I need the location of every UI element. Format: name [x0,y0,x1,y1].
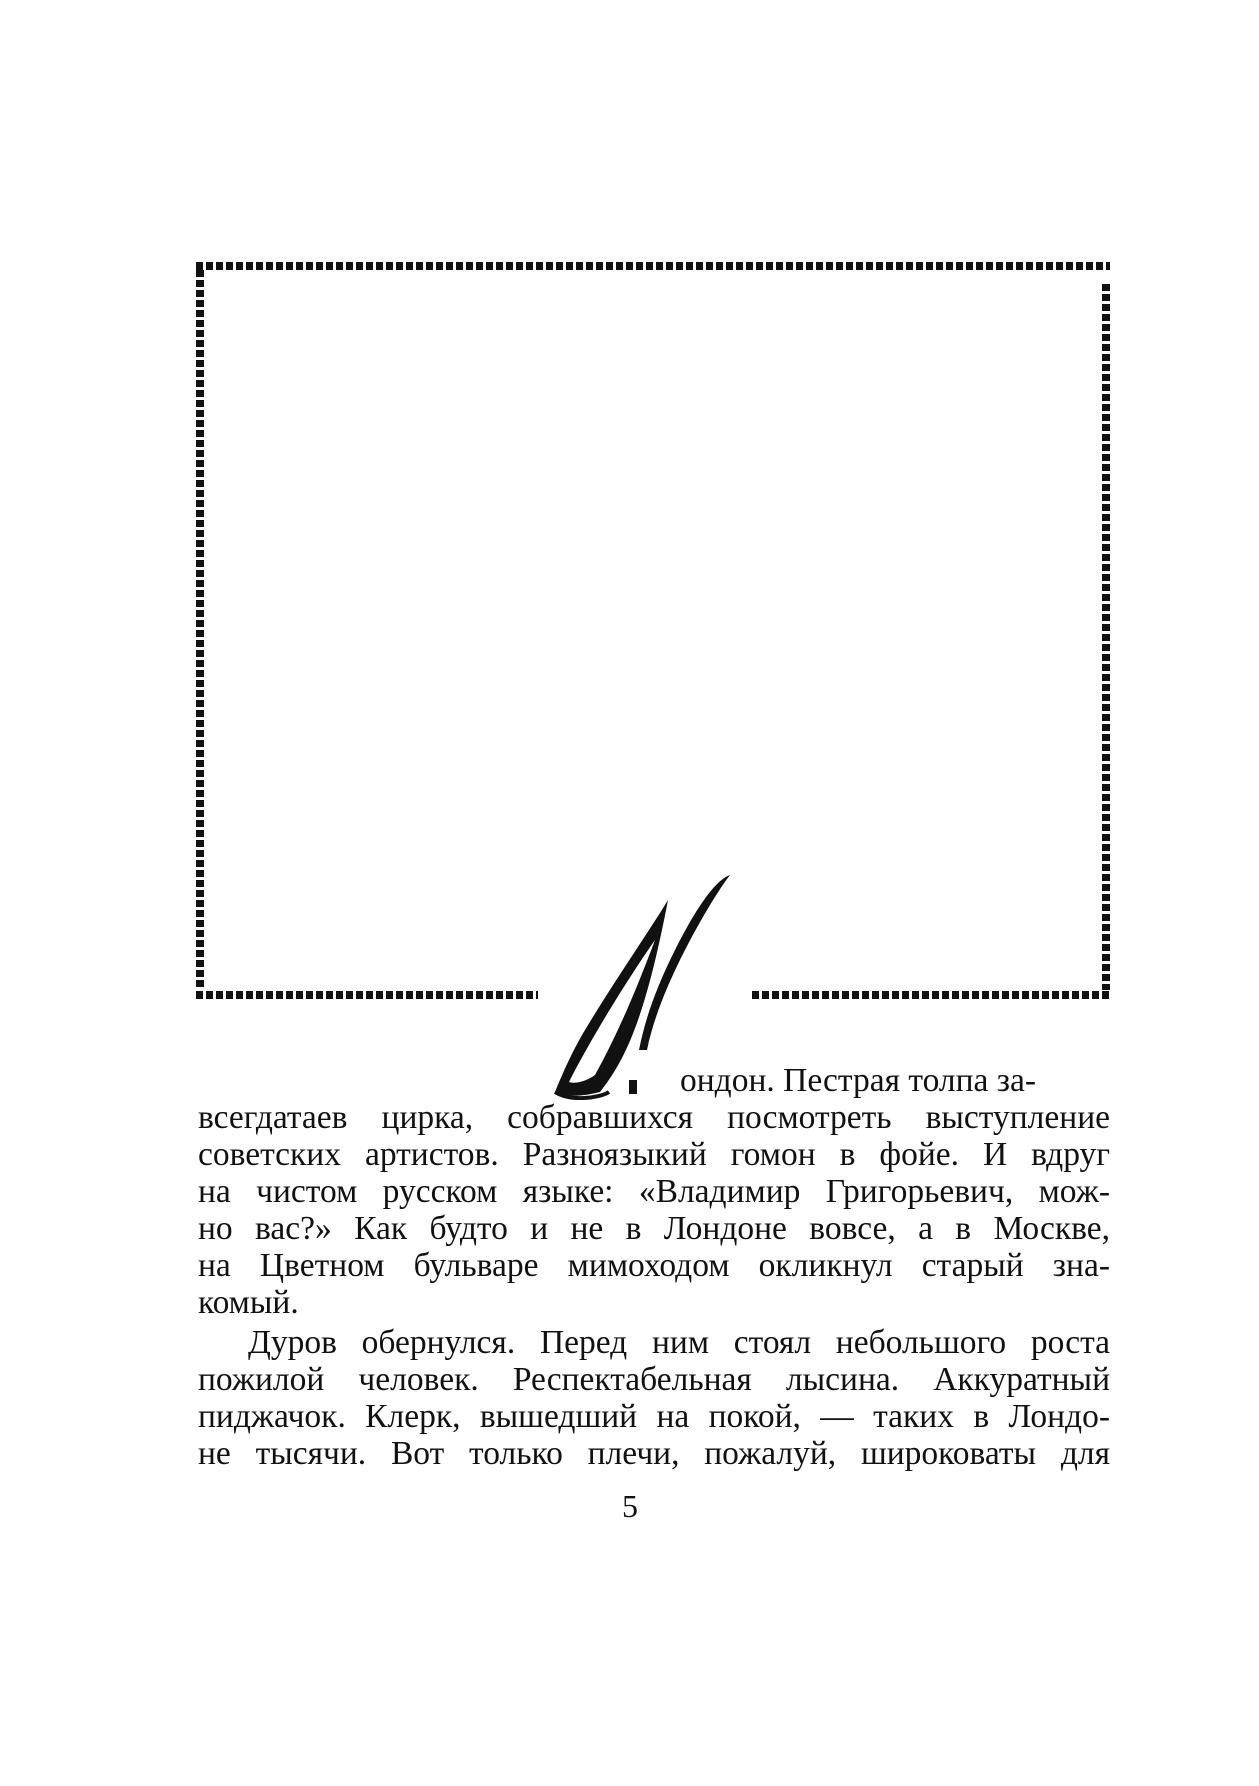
paragraph1-line-5: но вас?» Как будто и не в Лондоне вовсе, а в Москве, [198,1210,1110,1247]
paragraph2-line-1: Дуров обернулся. Перед ним стоял небольшого роста [248,1324,1110,1361]
drop-cap-letter: Л [545,870,546,871]
paragraph2 [198,1324,1110,1472]
paragraph2-line-3: пиджачок. Клерк, вышедший на покой, — таких в Лондо- [198,1398,1110,1435]
paragraph1-line-7: комый. [198,1284,299,1321]
frame-top-border [196,262,1110,270]
frame-left-border [196,270,204,990]
paragraph1-line-6: на Цветном бульваре мимоходом окликнул старый зна- [198,1247,1110,1284]
paragraph1-line-4: на чистом русском языке: «Владимир Григорьевич, мож- [198,1173,1110,1210]
paragraph2-line-4: не тысячи. Вот только плечи, пожалуй, широковаты для [198,1435,1110,1472]
page-number: 5 [622,1488,638,1524]
paragraph1-first-line: ондон. Пестрая толпа за- [680,1062,1037,1099]
frame-right-border [1102,284,1110,990]
frame-bottom-left-border [196,991,538,999]
paragraph1 [198,1099,1110,1321]
paragraph1-line-3: советских артистов. Разноязыкий гомон в фойе. И вдруг [198,1136,1110,1173]
paragraph2-line-2: пожилой человек. Респектабельная лысина. Аккуратный [198,1361,1110,1398]
frame-bottom-right-border [752,991,1110,999]
paragraph1-line-2: всегдатаев цирка, собравшихся посмотреть выступление [198,1099,1110,1136]
